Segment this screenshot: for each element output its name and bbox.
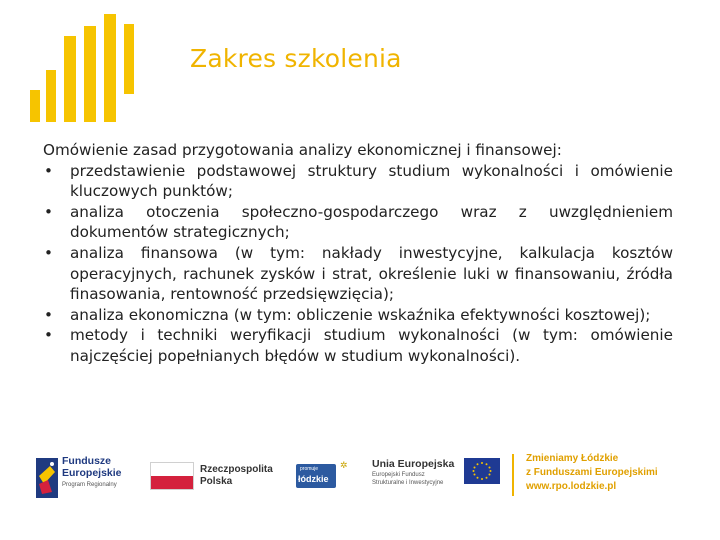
- fe-title-line2: Europejskie: [62, 467, 122, 479]
- ue-subtitle-line1: Europejski Fundusz: [372, 472, 425, 478]
- rpo-lodzkie-text: [526, 452, 658, 494]
- list-item: [43, 202, 673, 243]
- list-item-text: przedstawienie podstawowej struktury studium wykonalności i omówienie kluczowych punktów;: [70, 161, 673, 201]
- fe-title-line1: Fundusze: [62, 455, 111, 467]
- rpo-line1: Zmieniamy Łódzkie: [526, 453, 619, 464]
- list-item: [43, 325, 673, 366]
- bullet-list: [43, 161, 673, 367]
- rp-title-line2: Polska: [200, 476, 233, 487]
- list-item-text: analiza finansowa (w tym: nakłady inwestycyjne, kalkulacja kosztów operacyjnych, rachunek zysków i strat, określenie luki w finansowaniu, źródła finasowania, rentowność przedsięwzięcia);: [70, 243, 673, 304]
- ue-title: Unia Europejska: [372, 458, 455, 470]
- fundusze-europejskie-logo: [36, 454, 146, 498]
- fe-star-icon: [36, 458, 58, 498]
- lodzkie-small-text: promuje: [300, 466, 319, 472]
- fe-subtitle: Program Regionalny: [62, 482, 117, 488]
- list-item: [43, 305, 673, 326]
- unia-europejska-logo: [372, 456, 502, 500]
- bullet-icon: •: [44, 305, 53, 324]
- list-item-text: analiza otoczenia społeczno-gospodarczego wraz z uwzględnieniem dokumentów strategicznych;: [70, 202, 673, 242]
- list-item-text: analiza ekonomiczna (w tym: obliczenie wskaźnika efektywności kosztowej);: [70, 305, 651, 324]
- lodzkie-text: łódzkie: [298, 474, 329, 484]
- eu-flag-icon: [464, 458, 500, 484]
- page-title: Zakres szkolenia: [190, 44, 402, 73]
- intro-text: Omówienie zasad przygotowania analizy ekonomicznej i finansowej:: [43, 141, 562, 159]
- list-item-text: metody i techniki weryfikacji studium wykonalności (w tym: omówienie najczęściej popełnianych błędów w studium wykonalności).: [70, 326, 673, 365]
- rzeczpospolita-logo: [150, 462, 290, 498]
- bullet-icon: •: [44, 243, 53, 262]
- bullet-icon: •: [44, 161, 53, 180]
- bullet-icon: •: [44, 202, 53, 221]
- star-icon: ✲: [340, 460, 348, 470]
- rp-title-line1: Rzeczpospolita: [200, 464, 273, 475]
- bullet-icon: •: [44, 326, 53, 345]
- footer-divider: [512, 454, 514, 496]
- rpo-line2: z Funduszami Europejskimi: [526, 467, 658, 478]
- list-item: [43, 161, 673, 202]
- footer-logos: [0, 450, 720, 510]
- lodzkie-logo: [296, 464, 336, 488]
- brand-logo-icon: [28, 10, 163, 125]
- content-body: [43, 140, 673, 367]
- ue-subtitle-line2: Strukturalne i Inwestycyjne: [372, 480, 444, 486]
- poland-flag-icon: [150, 462, 194, 490]
- rpo-url: www.rpo.lodzkie.pl: [526, 481, 617, 492]
- list-item: [43, 243, 673, 305]
